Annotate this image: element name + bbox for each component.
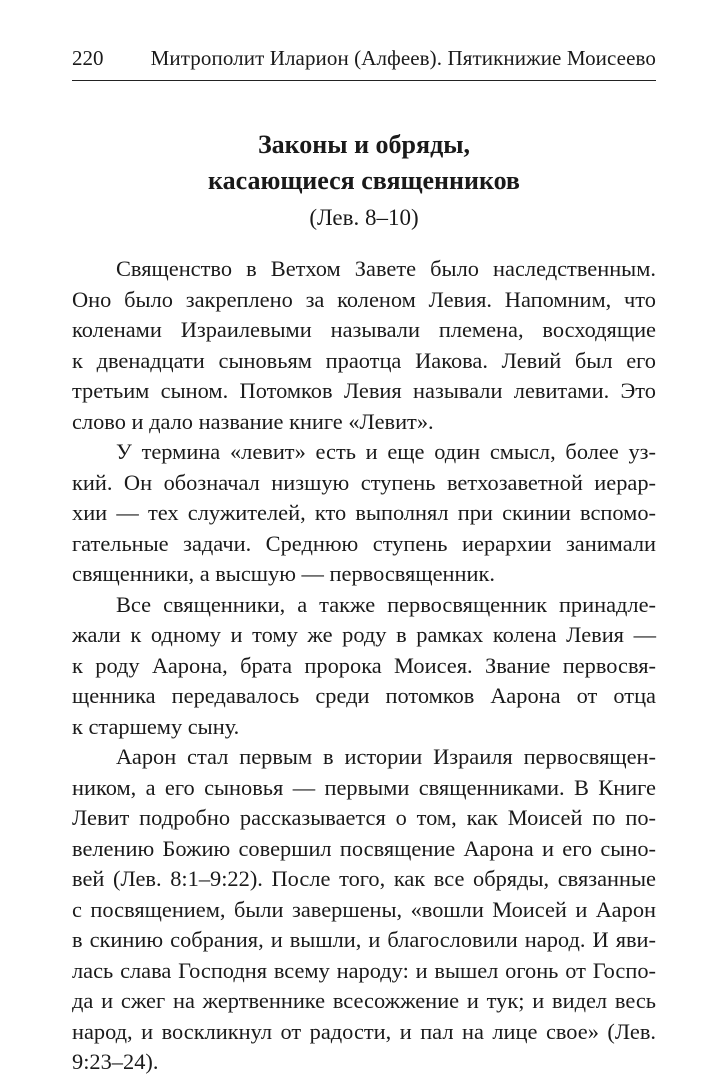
text-line: ником, а его сыновья — первыми священниками. В Книге	[72, 774, 656, 800]
text-line: велению Божию совершил посвящение Аарона и его сыно-	[72, 835, 656, 861]
text-line: слово и дало название книге «Левит».	[72, 408, 434, 434]
chapter-title	[72, 127, 656, 199]
text-line: коленами Израилевыми называли племена, восходящие	[72, 317, 656, 342]
text-line: жали к одному и тому же роду в рамках колена Левия —	[72, 622, 656, 647]
chapter-reference: (Лев. 8–10)	[309, 205, 419, 230]
text-line: Все священники, а также первосвященник принадле-	[116, 591, 656, 617]
text-line: к старшему сыну.	[72, 713, 240, 739]
paragraph-1	[72, 254, 656, 437]
text-line: щенника передавалось среди потомков Аарона от отца	[72, 683, 656, 708]
text-line: третьим сыном. Потомков Левия называли левитами. Это	[72, 378, 656, 403]
paragraph-3	[72, 590, 656, 743]
text-line: Оно было закреплено за коленом Левия. Напомним, что	[72, 286, 656, 312]
text-line: с посвящением, были завершены, «вошли Моисей и Аарон	[72, 896, 656, 922]
body-text	[72, 254, 656, 1078]
paragraph-4	[72, 742, 656, 1078]
text-line: гательные задачи. Среднюю ступень иерархии занимали	[72, 530, 656, 556]
text-line: кий. Он обозначал низшую ступень ветхозаветной иерар-	[72, 469, 656, 495]
text-line: священники, а высшую — первосвященник.	[72, 561, 495, 586]
text-line: вей (Лев. 8:1–9:22). После того, как все обряды, связанные	[72, 866, 656, 891]
text-line: хии — тех служителей, кто выполнял при скинии вспомо-	[72, 500, 656, 525]
text-line: Левит подробно рассказывается о том, как Моисей по по-	[72, 805, 656, 830]
paragraph-2	[72, 437, 656, 590]
text-line: народ, и воскликнул от радости, и пал на лице свое» (Лев.	[72, 1018, 656, 1044]
text-line: Священство в Ветхом Завете было наследственным.	[116, 256, 656, 281]
text-line: да и сжег на жертвеннике всесожжение и тук; и видел весь	[72, 988, 656, 1013]
text-line: У термина «левит» есть и еще один смысл, более уз-	[116, 439, 656, 464]
text-line: к роду Аарона, брата пророка Моисея. Звание первосвя-	[72, 652, 656, 678]
text-line: в скинию собрания, и вышли, и благословили народ. И яви-	[72, 927, 656, 952]
text-line: 9:23–24).	[72, 1049, 159, 1074]
running-title: Митрополит Иларион (Алфеев). Пятикнижие Моисеево	[150, 46, 656, 70]
chapter-title-line-2: касающиеся священников	[208, 166, 520, 195]
running-header	[72, 44, 656, 81]
chapter-title-line-1: Законы и обряды,	[257, 130, 471, 159]
text-line: Аарон стал первым в истории Израиля первосвящен-	[116, 744, 656, 769]
text-line: лась слава Господня всему народу: и вышел огонь от Госпо-	[72, 957, 656, 983]
book-page	[72, 44, 656, 1078]
text-line: к двенадцати сыновьям праотца Иакова. Левий был его	[72, 347, 656, 373]
page-number: 220	[72, 46, 104, 70]
